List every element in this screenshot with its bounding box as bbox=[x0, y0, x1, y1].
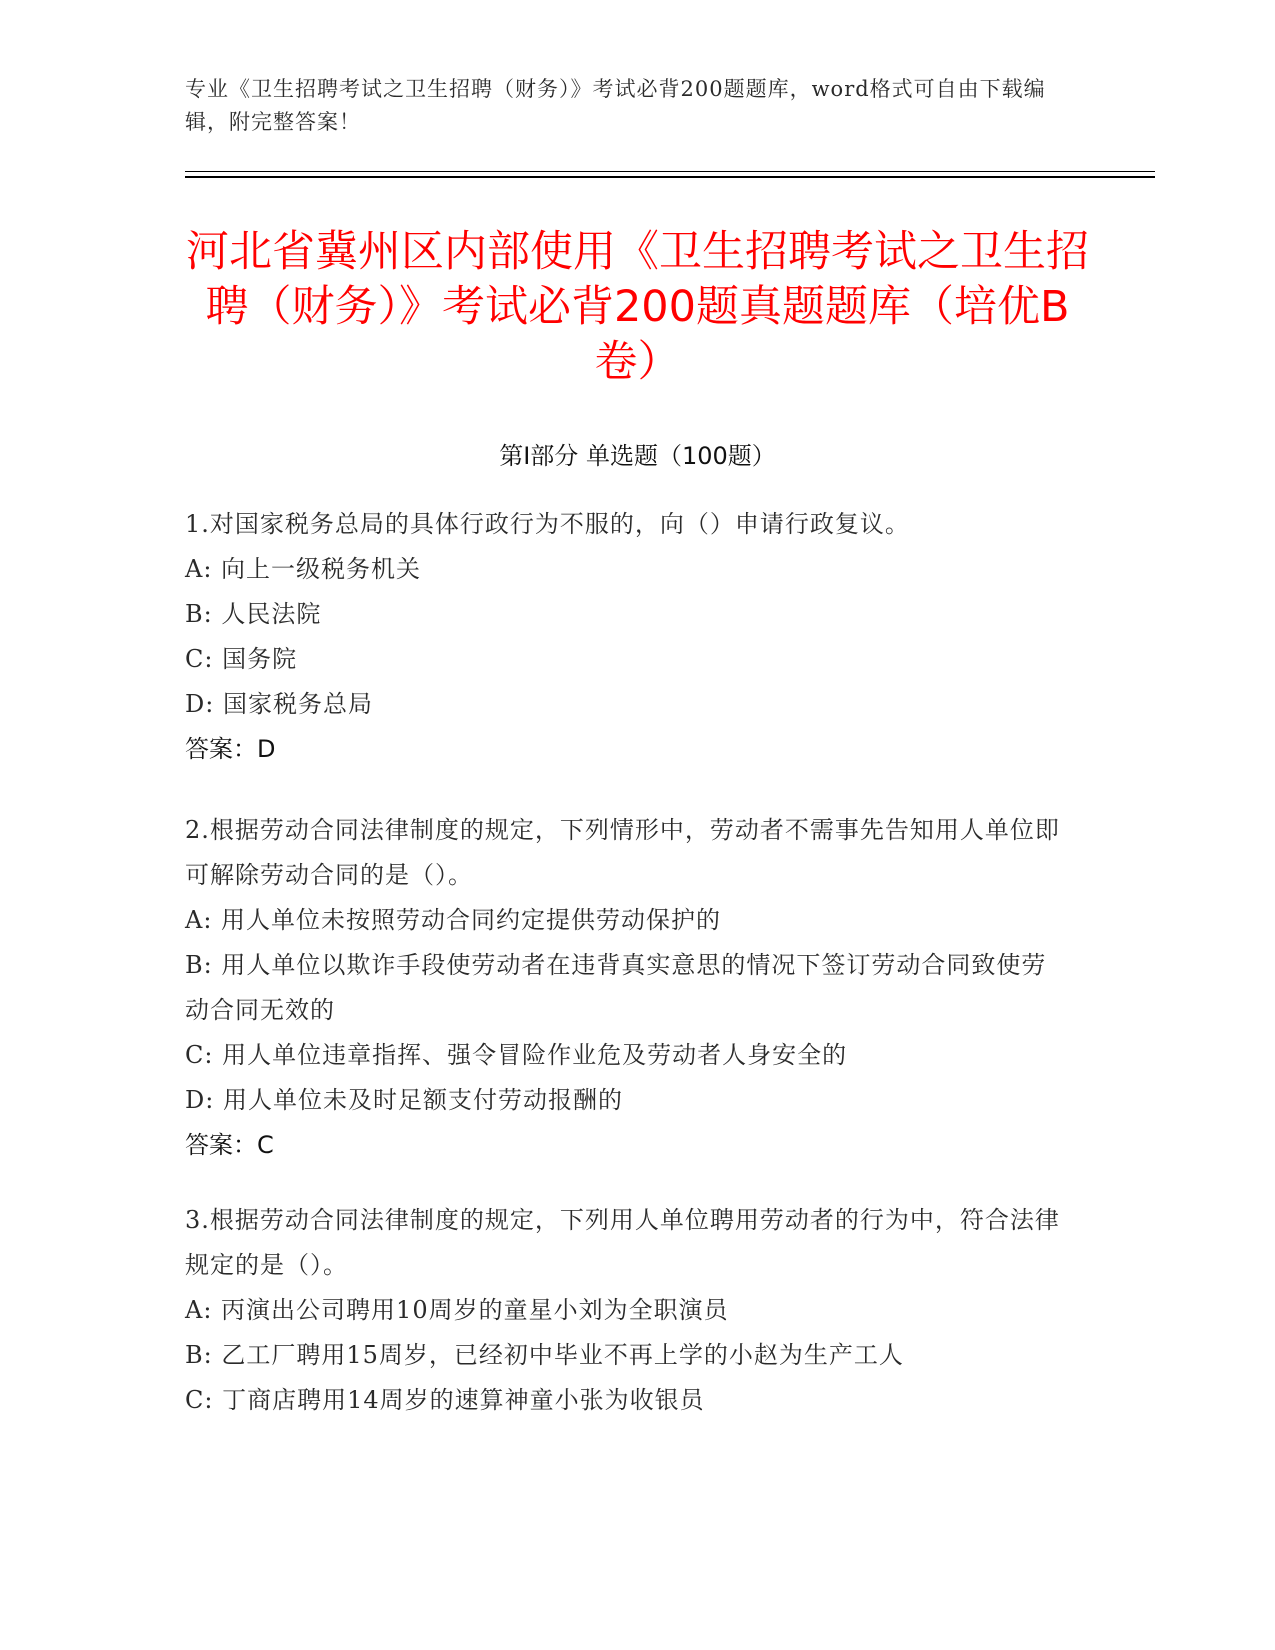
option-b: B: 人民法院 bbox=[185, 600, 322, 628]
option-b: B: 乙工厂聘用15周岁，已经初中毕业不再上学的小赵为生产工人 bbox=[185, 1341, 904, 1369]
header-divider-thin bbox=[185, 171, 1155, 172]
question-1 bbox=[185, 502, 1065, 772]
option-b: B: 用人单位以欺诈手段使劳动者在违背真实意思的情况下签订劳动合同致使劳动合同无效的 bbox=[185, 951, 1047, 1024]
answer-text: 答案：D bbox=[185, 735, 276, 763]
question-stem: 1.对国家税务总局的具体行政行为不服的，向（）申请行政复议。 bbox=[185, 510, 910, 538]
header-divider-thick bbox=[185, 176, 1155, 178]
option-c: C: 丁商店聘用14周岁的速算神童小张为收银员 bbox=[185, 1386, 705, 1414]
option-c: C: 国务院 bbox=[185, 645, 298, 673]
option-c: C: 用人单位违章指挥、强令冒险作业危及劳动者人身安全的 bbox=[185, 1041, 848, 1069]
section-heading: 第Ⅰ部分 单选题（100题） bbox=[499, 442, 776, 470]
option-d: D: 国家税务总局 bbox=[185, 690, 373, 718]
option-d: D: 用人单位未及时足额支付劳动报酬的 bbox=[185, 1086, 623, 1114]
intro-text: 专业《卫生招聘考试之卫生招聘（财务）》考试必背200题题库，word格式可自由下载编辑，附完整答案！ bbox=[185, 77, 1046, 134]
option-a: A: 丙演出公司聘用10周岁的童星小刘为全职演员 bbox=[185, 1296, 729, 1324]
document-title: 河北省冀州区内部使用《卫生招聘考试之卫生招聘（财务）》考试必背200题真题题库（培优B卷） bbox=[186, 227, 1089, 387]
option-a: A: 用人单位未按照劳动合同约定提供劳动保护的 bbox=[185, 906, 722, 934]
question-2 bbox=[185, 808, 1065, 1168]
option-a: A: 向上一级税务机关 bbox=[185, 555, 422, 583]
answer-text: 答案：C bbox=[185, 1131, 274, 1159]
question-3 bbox=[185, 1198, 1065, 1423]
question-stem: 2.根据劳动合同法律制度的规定，下列情形中，劳动者不需事先告知用人单位即可解除劳动合同的是（）。 bbox=[185, 816, 1060, 889]
question-stem: 3.根据劳动合同法律制度的规定，下列用人单位聘用劳动者的行为中，符合法律规定的是（）。 bbox=[185, 1206, 1060, 1279]
